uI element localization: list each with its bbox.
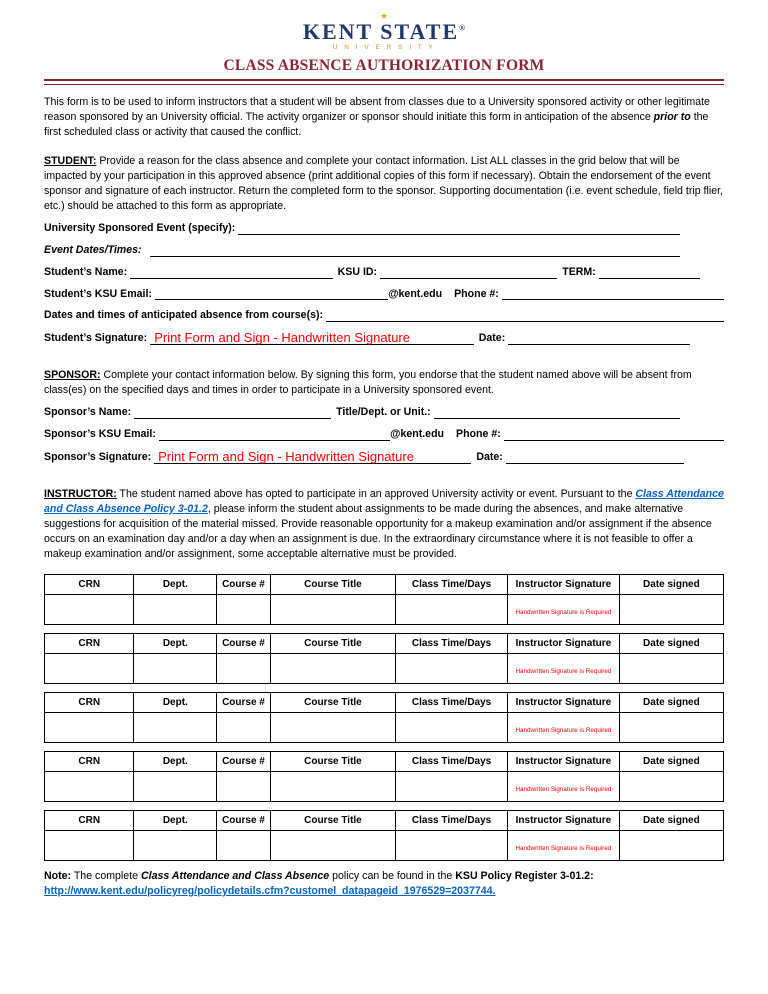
column-header-crn: CRN xyxy=(45,693,134,712)
intro-emphasis: prior to xyxy=(653,111,691,124)
course-table-row xyxy=(45,654,723,683)
column-header-date-signed: Date signed xyxy=(643,578,700,590)
course-title-cell xyxy=(271,831,396,860)
column-header-course-number: Course # xyxy=(217,811,271,830)
student-name-line xyxy=(130,277,332,279)
event-dates-line xyxy=(150,255,680,257)
date-signed-cell xyxy=(620,713,723,742)
sponsor-signature-row xyxy=(44,450,724,465)
ksu-id-label: KSU ID: xyxy=(337,265,378,278)
ksu-id-line xyxy=(380,277,557,279)
sponsor-signature-line xyxy=(154,450,471,464)
crn-cell xyxy=(45,713,134,742)
date-signed-cell xyxy=(620,831,723,860)
column-header-dept: Dept. xyxy=(134,693,217,712)
student-signature-label: Student’s Signature: xyxy=(44,332,148,345)
course-title-cell xyxy=(271,713,396,742)
absence-dates-row xyxy=(44,309,724,323)
event-dates-row xyxy=(44,244,724,258)
instructor-signature-cell xyxy=(508,595,620,624)
column-header-course-number: Course # xyxy=(217,575,271,594)
course-table xyxy=(44,574,724,625)
policy-register-link[interactable]: http://www.kent.edu/policyreg/policydetails.cfm?customel_datapageid_1976529=2037744. xyxy=(44,884,496,897)
course-table-row xyxy=(45,595,723,624)
column-header-date-signed: Date signed xyxy=(643,814,700,826)
dept-cell xyxy=(134,713,217,742)
student-instructions xyxy=(44,154,724,214)
crn-cell xyxy=(45,654,134,683)
event-dates-label: Event Dates/Times: xyxy=(44,244,142,257)
course-table xyxy=(44,692,724,743)
student-phone-label: Phone #: xyxy=(454,287,499,300)
crn-cell xyxy=(45,831,134,860)
sponsor-phone-label: Phone #: xyxy=(456,427,501,440)
column-header-course-title: Course Title xyxy=(271,693,396,712)
footer-note xyxy=(44,869,724,899)
class-time-cell xyxy=(396,713,508,742)
sponsor-signature-placeholder: Print Form and Sign - Handwritten Signature xyxy=(158,448,414,464)
course-number-cell xyxy=(217,595,271,624)
date-signed-cell xyxy=(620,772,723,801)
sponsor-name-label: Sponsor’s Name: xyxy=(44,406,132,419)
column-header-course-number: Course # xyxy=(217,752,271,771)
column-header-instructor-signature: Instructor Signature xyxy=(508,752,620,771)
document-page xyxy=(44,12,724,899)
student-section-heading: STUDENT: xyxy=(44,155,97,168)
student-name-row xyxy=(44,266,724,280)
column-header-dept: Dept. xyxy=(134,752,217,771)
sponsor-email-label: Sponsor’s KSU Email: xyxy=(44,427,156,440)
course-table-header xyxy=(45,752,723,772)
class-time-cell xyxy=(396,595,508,624)
instructor-instructions xyxy=(44,487,724,562)
student-email-label: Student’s KSU Email: xyxy=(44,287,152,300)
student-signature-placeholder: Print Form and Sign - Handwritten Signature xyxy=(154,330,410,346)
column-header-course-title: Course Title xyxy=(271,752,396,771)
sponsor-section-heading: SPONSOR: xyxy=(44,369,101,382)
instructor-signature-cell xyxy=(508,772,620,801)
registered-mark: ® xyxy=(459,23,466,33)
dept-cell xyxy=(134,654,217,683)
instructor-signature-cell xyxy=(508,831,620,860)
column-header-course-title: Course Title xyxy=(271,811,396,830)
sponsor-fields xyxy=(44,406,724,465)
course-table-row xyxy=(45,772,723,801)
student-date-line xyxy=(508,343,690,345)
sponsor-kent-email-suffix: @kent.edu xyxy=(390,427,445,440)
course-table-row xyxy=(45,713,723,742)
crn-cell xyxy=(45,595,134,624)
column-header-dept: Dept. xyxy=(134,811,217,830)
column-header-instructor-signature: Instructor Signature xyxy=(508,693,620,712)
sponsor-email-row xyxy=(44,428,724,442)
sponsor-email-line xyxy=(159,439,390,441)
instructor-section-heading: INSTRUCTOR: xyxy=(44,487,117,500)
course-table-header xyxy=(45,634,723,654)
course-number-cell xyxy=(217,713,271,742)
column-header-class-time: Class Time/Days xyxy=(396,752,508,771)
sponsor-title-label: Title/Dept. or Unit.: xyxy=(336,406,431,419)
column-header-class-time: Class Time/Days xyxy=(396,811,508,830)
column-header-instructor-signature: Instructor Signature xyxy=(508,575,620,594)
intro-paragraph xyxy=(44,95,724,140)
date-signed-cell xyxy=(620,654,723,683)
student-name-label: Student’s Name: xyxy=(44,265,128,278)
student-email-line xyxy=(155,298,388,300)
student-fields xyxy=(44,222,724,346)
sponsor-phone-line xyxy=(504,439,724,441)
course-table-row xyxy=(45,831,723,860)
course-title-cell xyxy=(271,772,396,801)
footer-text-2: policy can be found in the xyxy=(329,869,456,882)
instructor-signature-cell xyxy=(508,713,620,742)
note-label: Note: xyxy=(44,869,72,882)
date-signed-cell xyxy=(620,595,723,624)
policy-name-link[interactable]: Class Attendance and Class Absence Policy 3-01.2 xyxy=(44,487,724,515)
column-header-crn: CRN xyxy=(45,575,134,594)
dept-cell xyxy=(134,772,217,801)
signature-required-note: Handwritten Signature is Required xyxy=(515,668,612,676)
sponsor-signature-label: Sponsor’s Signature: xyxy=(44,450,152,463)
student-signature-line xyxy=(150,331,474,345)
column-header-crn: CRN xyxy=(45,634,134,653)
sponsor-instructions xyxy=(44,368,724,398)
course-table xyxy=(44,810,724,861)
form-header xyxy=(44,12,724,85)
logo-wordmark: KENT STATE xyxy=(302,19,460,44)
header-divider xyxy=(44,79,724,85)
signature-required-note: Handwritten Signature is Required xyxy=(515,727,612,735)
term-label: TERM: xyxy=(562,265,596,278)
course-title-cell xyxy=(271,654,396,683)
signature-required-note: Handwritten Signature is Required xyxy=(515,609,612,617)
absence-dates-line xyxy=(326,320,724,322)
course-number-cell xyxy=(217,772,271,801)
course-table-header xyxy=(45,575,723,595)
column-header-dept: Dept. xyxy=(134,634,217,653)
course-title-cell xyxy=(271,595,396,624)
class-time-cell xyxy=(396,831,508,860)
sponsor-name-row xyxy=(44,406,724,420)
course-number-cell xyxy=(217,654,271,683)
column-header-crn: CRN xyxy=(45,811,134,830)
column-header-course-title: Course Title xyxy=(271,575,396,594)
sponsor-name-line xyxy=(134,417,331,419)
intro-text-1: This form is to be used to inform instructors that a student will be absent from classes due to a University sponsored activity or other legitimate reason sponsored by an University official. The activity organizer or sponsor should initiate this form in anticipation of the absence xyxy=(44,96,710,124)
student-instructions-text: Provide a reason for the class absence and complete your contact information. List ALL classes in the grid below that will be impacted by your participation in this approved absence (print additional copies of this form if necessary). Obtain the endorsement of the event sponsor and signature of each instructor. Return the completed form to the sponsor. Supporting documentation (i.e. event schedule, field trip flier, etc.) should be attached to this form as appropriate. xyxy=(44,155,723,213)
dept-cell xyxy=(134,831,217,860)
column-header-course-number: Course # xyxy=(217,634,271,653)
course-table xyxy=(44,751,724,802)
column-header-date-signed: Date signed xyxy=(643,637,700,649)
sponsor-instructions-text: Complete your contact information below. By signing this form, you endorse that the student named above will be absent from class(es) on the specified days and times in order to participate in a University sponsored event. xyxy=(44,369,692,397)
instructor-text-2: , please inform the student about assignments to be made during the absences, and make alternative suggestions for acquisition of the material missed. Provide reasonable opportunity for a makeup examination and/or assignment if the absence occurs on an examination day and/or a day when an assignment is due. In the extraordinary circumstance where it is not feasible to offer a makeup examination and/or assignment, some acceptable alternative must be provided. xyxy=(44,502,712,560)
course-table-header xyxy=(45,693,723,713)
logo-wordmark-row xyxy=(303,20,465,43)
intro-text-2: the first scheduled class or activity that caused the conflict. xyxy=(44,111,709,139)
kent-email-suffix: @kent.edu xyxy=(388,287,443,300)
column-header-class-time: Class Time/Days xyxy=(396,693,508,712)
signature-required-note: Handwritten Signature is Required xyxy=(515,786,612,794)
course-tables xyxy=(44,574,724,861)
sponsor-date-line xyxy=(506,462,684,464)
column-header-class-time: Class Time/Days xyxy=(396,575,508,594)
column-header-date-signed: Date signed xyxy=(643,696,700,708)
column-header-instructor-signature: Instructor Signature xyxy=(508,811,620,830)
footer-register-label: KSU Policy Register 3-01.2: xyxy=(455,869,594,882)
footer-policy-name: Class Attendance and Class Absence xyxy=(140,869,330,882)
course-number-cell xyxy=(217,831,271,860)
signature-required-note: Handwritten Signature is Required xyxy=(515,845,612,853)
kent-state-logo xyxy=(303,12,465,51)
absence-dates-label: Dates and times of anticipated absence from course(s): xyxy=(44,309,324,322)
student-signature-row xyxy=(44,331,724,346)
column-header-dept: Dept. xyxy=(134,575,217,594)
event-field-row xyxy=(44,222,724,236)
course-table-header xyxy=(45,811,723,831)
instructor-text-1: The student named above has opted to participate in an approved University activity or event. Pursuant to the xyxy=(116,487,636,500)
event-field-label: University Sponsored Event (specify): xyxy=(44,222,236,235)
column-header-date-signed: Date signed xyxy=(643,755,700,767)
instructor-signature-cell xyxy=(508,654,620,683)
column-header-crn: CRN xyxy=(45,752,134,771)
sponsor-date-label: Date: xyxy=(476,450,503,463)
logo-university-text: U N I V E R S I T Y xyxy=(332,44,436,52)
footer-text-1: The complete xyxy=(71,869,141,882)
column-header-class-time: Class Time/Days xyxy=(396,634,508,653)
class-time-cell xyxy=(396,772,508,801)
page-title: CLASS ABSENCE AUTHORIZATION FORM xyxy=(223,57,545,75)
event-field-line xyxy=(238,233,680,235)
term-line xyxy=(599,277,700,279)
crn-cell xyxy=(45,772,134,801)
column-header-course-title: Course Title xyxy=(271,634,396,653)
student-email-row xyxy=(44,288,724,302)
sponsor-title-line xyxy=(434,417,680,419)
student-phone-line xyxy=(502,298,724,300)
course-table xyxy=(44,633,724,684)
column-header-course-number: Course # xyxy=(217,693,271,712)
class-time-cell xyxy=(396,654,508,683)
student-date-label: Date: xyxy=(478,332,506,345)
star-icon: ★ xyxy=(379,11,389,21)
column-header-instructor-signature: Instructor Signature xyxy=(508,634,620,653)
dept-cell xyxy=(134,595,217,624)
